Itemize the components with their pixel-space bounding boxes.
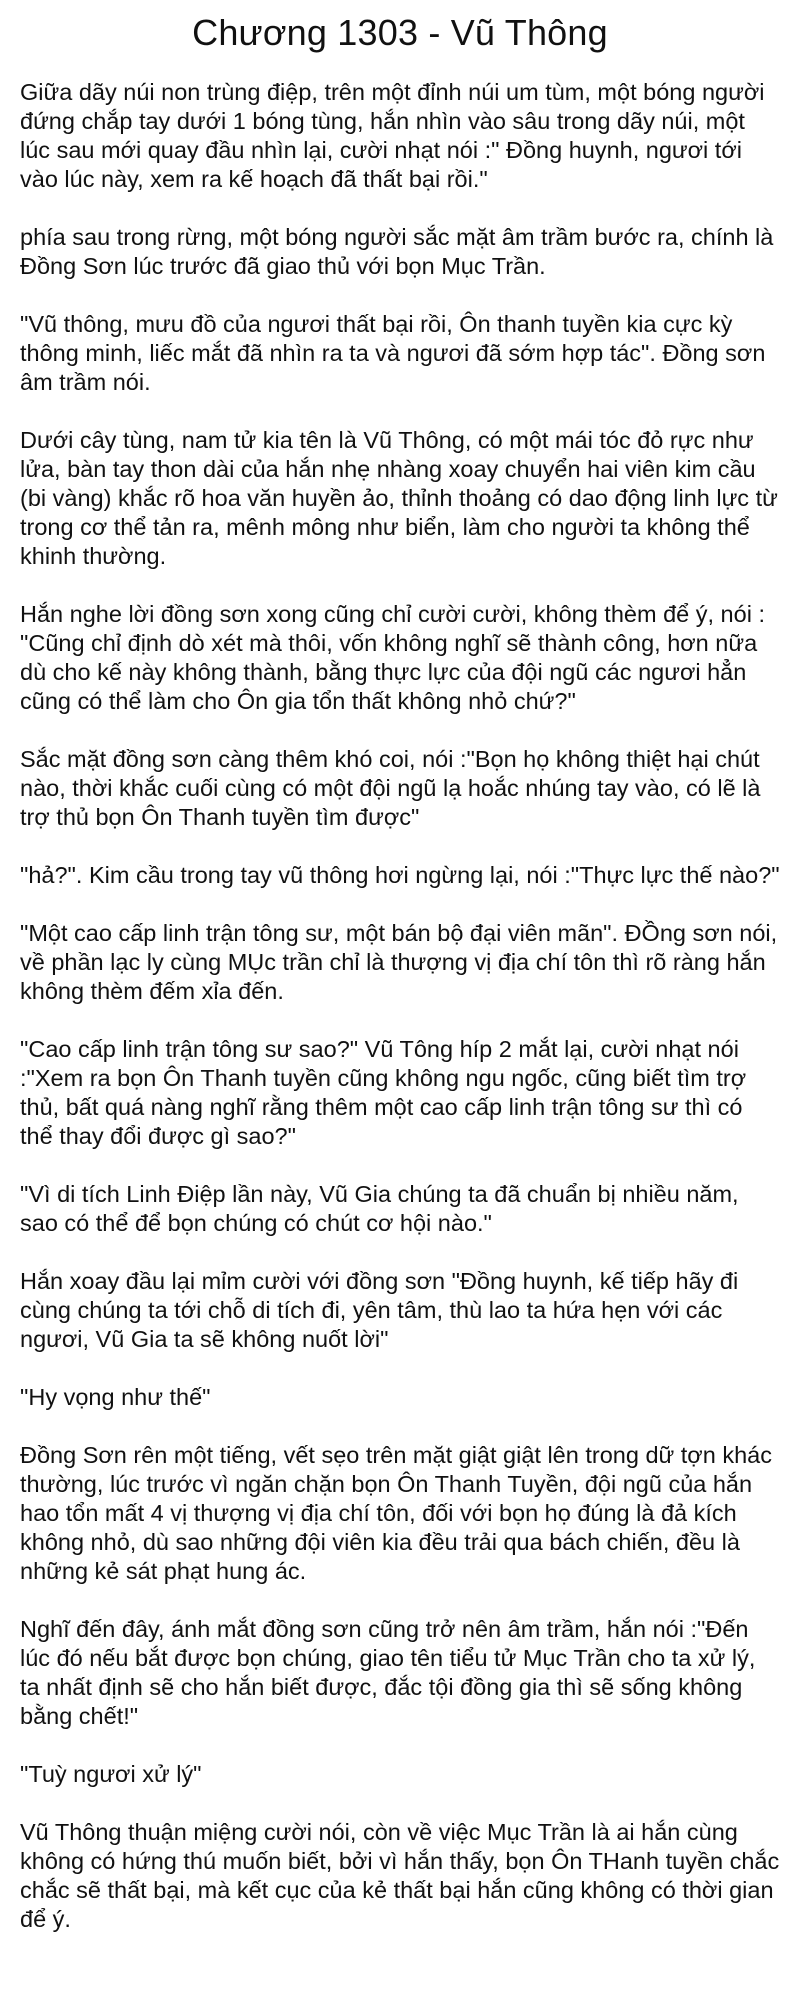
paragraph: Vũ Thông thuận miệng cười nói, còn về việc Mục Trần là ai hắn cùng không có hứng thú muốn biết, bởi vì hắn thấy, bọn Ôn THanh tuyền chắc chắc sẽ thất bại, mà kết cục của kẻ thất bại hắn cũng không có thời gian để ý. [20,1819,780,1932]
paragraph: "Cao cấp linh trận tông sư sao?" Vũ Tông híp 2 mắt lại, cười nhạt nói :"Xem ra bọn Ôn Thanh tuyền cũng không ngu ngốc, cũng biết tìm trợ thủ, bất quá nàng nghĩ rằng thêm một cao cấp linh trận tông sư thì có thể thay đổi được gì sao?" [20,1036,747,1149]
paragraph: Hắn xoay đầu lại mỉm cười với đồng sơn "Đồng huynh, kế tiếp hãy đi cùng chúng ta tới chỗ di tích đi, yên tâm, thù lao ta hứa hẹn với các ngươi, Vũ Gia ta sẽ không nuốt lời" [20,1268,739,1352]
paragraph: Dưới cây tùng, nam tử kia tên là Vũ Thông, có một mái tóc đỏ rực như lửa, bàn tay thon dài của hắn nhẹ nhàng xoay chuyển hai viên kim cầu (bi vàng) khắc rõ hoa văn huyền ảo, thỉnh thoảng có dao động linh lực từ trong cơ thể tản ra, mênh mông như biển, làm cho người ta không thể khinh thường. [20,427,778,569]
paragraph: Nghĩ đến đây, ánh mắt đồng sơn cũng trở nên âm trầm, hắn nói :"Đến lúc đó nếu bắt được bọn chúng, giao tên tiểu tử Mục Trần cho ta xử lý, ta nhất định sẽ cho hắn biết được, đắc tội đồng gia thì sẽ sống không bằng chết!" [20,1616,756,1729]
chapter-title: Chương 1303 - Vũ Thông [192,12,608,53]
paragraph: "Một cao cấp linh trận tông sư, một bán bộ đại viên mãn". ĐỒng sơn nói, về phần lạc ly cùng MỤc trần chỉ là thượng vị địa chí tôn thì rõ ràng hắn không thèm đếm xỉa đến. [20,920,778,1004]
paragraph: Đồng Sơn rên một tiếng, vết sẹo trên mặt giật giật lên trong dữ tợn khác thường, lúc trước vì ngăn chặn bọn Ôn Thanh Tuyền, đội ngũ của hắn hao tổn mất 4 vị thượng vị địa chí tôn, đối với bọn họ đúng là đả kích không nhỏ, dù sao những đội viên kia đều trải qua bách chiến, đều là những kẻ sát phạt hung ác. [20,1442,772,1584]
chapter-body [20,78,780,1934]
paragraph: Hắn nghe lời đồng sơn xong cũng chỉ cười cười, không thèm để ý, nói : "Cũng chỉ định dò xét mà thôi, vốn không nghĩ sẽ thành công, hơn nữa dù cho kế này không thành, bằng thực lực của đội ngũ các ngươi hẳn cũng có thể làm cho Ôn gia tổn thất không nhỏ chứ?" [20,601,765,714]
paragraph: "hả?". Kim cầu trong tay vũ thông hơi ngừng lại, nói :"Thực lực thế nào?" [20,862,780,888]
paragraph: phía sau trong rừng, một bóng người sắc mặt âm trầm bước ra, chính là Đồng Sơn lúc trước đã giao thủ với bọn Mục Trần. [20,224,774,279]
paragraph: "Vì di tích Linh Điệp lần này, Vũ Gia chúng ta đã chuẩn bị nhiều năm, sao có thể để bọn chúng có chút cơ hội nào." [20,1181,739,1236]
paragraph: "Tuỳ ngươi xử lý" [20,1761,202,1787]
paragraph: Giữa dãy núi non trùng điệp, trên một đỉnh núi um tùm, một bóng người đứng chắp tay dưới 1 bóng tùng, hắn nhìn vào sâu trong dãy núi, một lúc sau mới quay đầu nhìn lại, cười nhạt nói :" Đồng huynh, ngươi tới vào lúc này, xem ra kế hoạch đã thất bại rồi." [20,79,765,192]
paragraph: Sắc mặt đồng sơn càng thêm khó coi, nói :"Bọn họ không thiệt hại chút nào, thời khắc cuối cùng có một đội ngũ lạ hoắc nhúng tay vào, có lẽ là trợ thủ bọn Ôn Thanh tuyền tìm được" [20,746,761,830]
paragraph: "Vũ thông, mưu đồ của ngươi thất bại rồi, Ôn thanh tuyền kia cực kỳ thông minh, liếc mắt đã nhìn ra ta và ngươi đã sớm hợp tác". Đồng sơn âm trầm nói. [20,311,766,395]
paragraph: "Hy vọng như thế" [20,1384,211,1410]
